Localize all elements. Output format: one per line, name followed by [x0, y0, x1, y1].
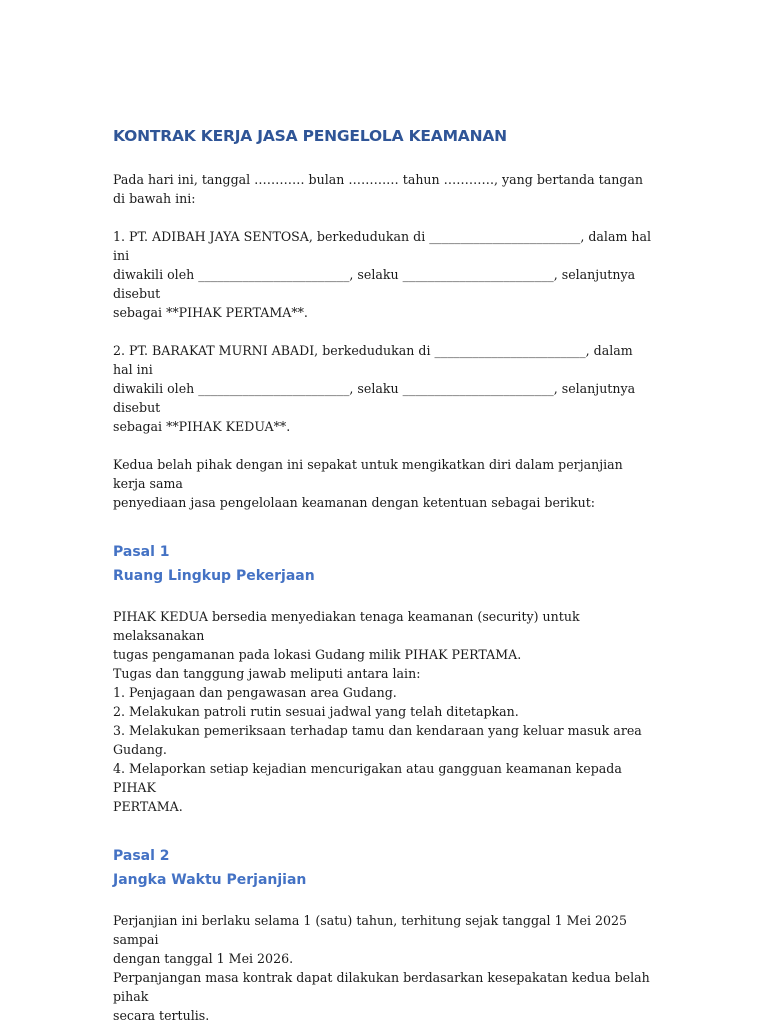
party-second-line: 2. PT. BARAKAT MURNI ABADI, berkedudukan di ________________________, dalam hal ini	[113, 343, 633, 377]
party-first	[113, 227, 653, 322]
party-first-line: sebagai **PIHAK PERTAMA**.	[113, 305, 308, 320]
pasal-1-list-item: 1. Penjagaan dan pengawasan area Gudang.	[113, 685, 397, 700]
pasal-2-line: Perpanjangan masa kontrak dapat dilakukan berdasarkan kesepakatan kedua belah pihak	[113, 970, 650, 1004]
party-second-line: diwakili oleh ________________________, selaku ________________________, selanjutnya disebut	[113, 381, 636, 415]
intro-paragraph: Pada hari ini, tanggal ………… bulan ………… tahun …………, yang bertanda tangan di bawah ini:	[113, 172, 643, 206]
pasal-1-heading: Ruang Lingkup Pekerjaan	[113, 568, 315, 584]
agreement-line: Kedua belah pihak dengan ini sepakat untuk mengikatkan diri dalam perjanjian kerja sama	[113, 457, 623, 491]
pasal-2-section	[113, 844, 653, 1025]
document-title: KONTRAK KERJA JASA PENGELOLA KEAMANAN	[113, 127, 507, 145]
pasal-2-number: Pasal 2	[113, 848, 170, 864]
party-second-line: sebagai **PIHAK KEDUA**.	[113, 419, 291, 434]
pasal-1-list-item: 4. Melaporkan setiap kejadian mencurigakan atau gangguan keamanan kepada PIHAK	[113, 761, 622, 795]
pasal-1-list-item: PERTAMA.	[113, 799, 183, 814]
pasal-1-line: tugas pengamanan pada lokasi Gudang milik PIHAK PERTAMA.	[113, 647, 522, 662]
pasal-1-line: Tugas dan tanggung jawab meliputi antara lain:	[113, 666, 421, 681]
document-page	[113, 124, 653, 1025]
agreement-paragraph	[113, 455, 653, 512]
pasal-2-heading: Jangka Waktu Perjanjian	[113, 872, 307, 888]
pasal-2-line: dengan tanggal 1 Mei 2026.	[113, 951, 294, 966]
pasal-2-line: Perjanjian ini berlaku selama 1 (satu) tahun, terhitung sejak tanggal 1 Mei 2025 sampai	[113, 913, 628, 947]
pasal-1-number: Pasal 1	[113, 544, 170, 560]
pasal-1-list-item: 2. Melakukan patroli rutin sesuai jadwal yang telah ditetapkan.	[113, 704, 519, 719]
pasal-1-section	[113, 540, 653, 816]
party-first-line: diwakili oleh ________________________, selaku ________________________, selanjutnya disebut	[113, 267, 636, 301]
pasal-2-line: secara tertulis.	[113, 1008, 210, 1023]
pasal-1-line: PIHAK KEDUA bersedia menyediakan tenaga keamanan (security) untuk melaksanakan	[113, 609, 580, 643]
agreement-line: penyediaan jasa pengelolaan keamanan dengan ketentuan sebagai berikut:	[113, 495, 595, 510]
party-first-line: 1. PT. ADIBAH JAYA SENTOSA, berkedudukan di ________________________, dalam hal ini	[113, 229, 652, 263]
party-second	[113, 341, 653, 436]
pasal-1-list-item: 3. Melakukan pemeriksaan terhadap tamu dan kendaraan yang keluar masuk area Gudang.	[113, 723, 642, 757]
